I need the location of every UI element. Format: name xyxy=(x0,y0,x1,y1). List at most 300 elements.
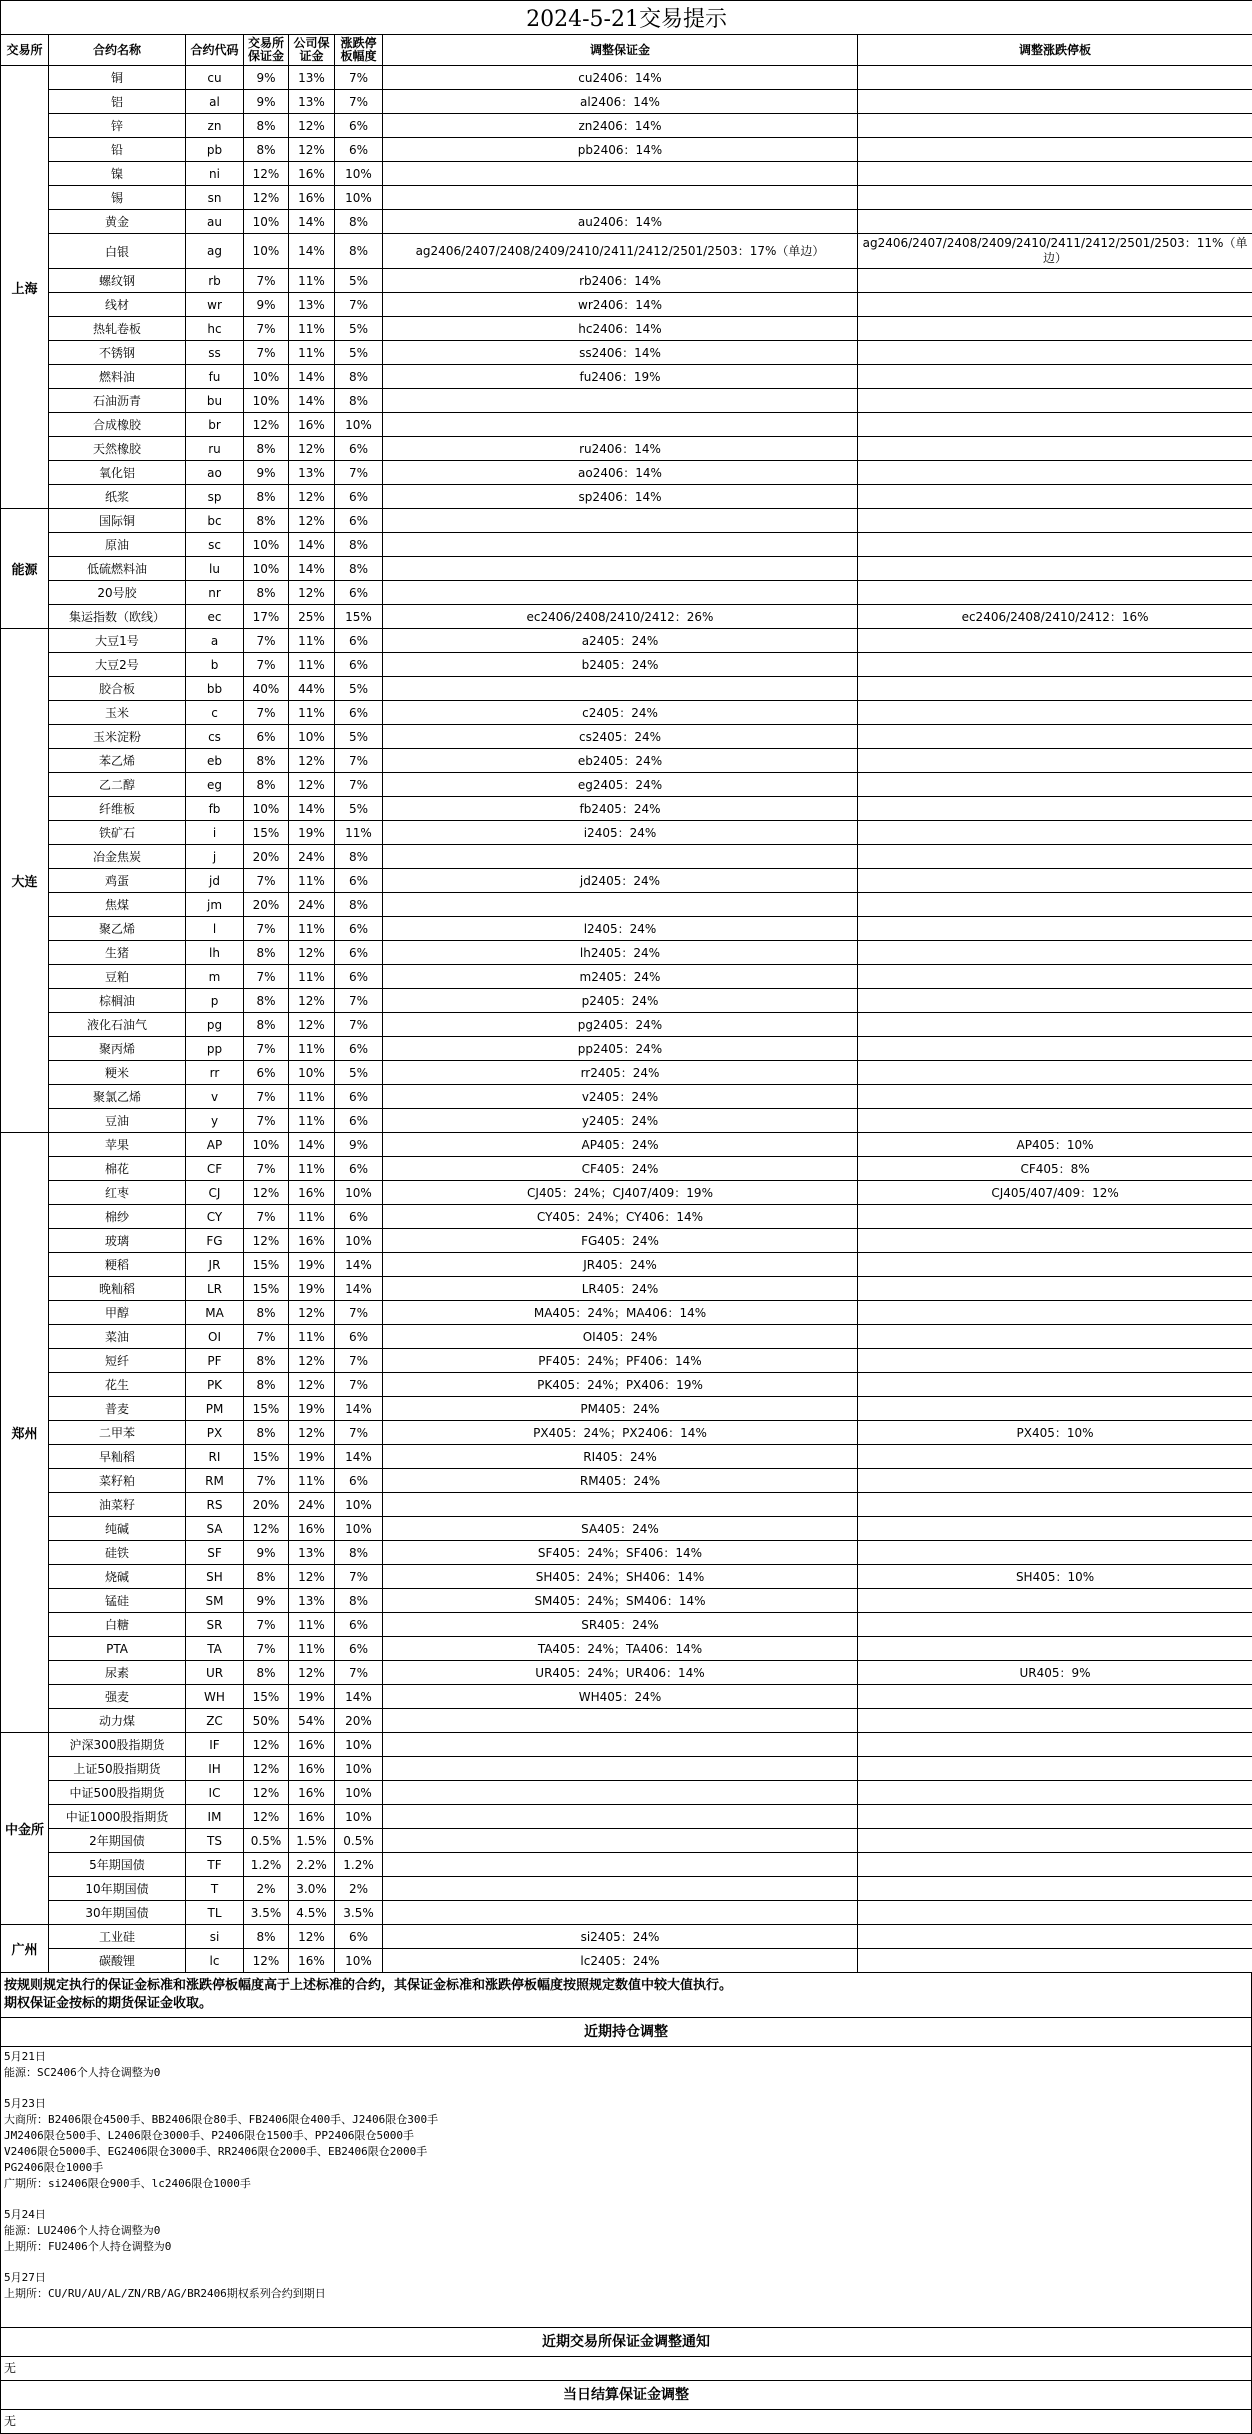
adjusted-limit-cell xyxy=(858,114,1252,138)
contract-code-cell: LR xyxy=(186,1277,244,1301)
company-margin-cell: 1.5% xyxy=(289,1829,335,1853)
price-limit-cell: 5% xyxy=(335,341,383,365)
adjusted-margin-cell: LR405：24% xyxy=(383,1277,858,1301)
table-row xyxy=(1,965,1252,989)
adjusted-limit-cell xyxy=(858,1085,1252,1109)
adjusted-margin-cell: AP405：24% xyxy=(383,1133,858,1157)
price-limit-cell: 5% xyxy=(335,677,383,701)
price-limit-cell: 8% xyxy=(335,1541,383,1565)
price-limit-cell: 3.5% xyxy=(335,1901,383,1925)
table-row xyxy=(1,1829,1252,1853)
company-margin-cell: 3.0% xyxy=(289,1877,335,1901)
exchange-margin-cell: 15% xyxy=(244,1445,289,1469)
price-limit-cell: 6% xyxy=(335,941,383,965)
company-margin-cell: 12% xyxy=(289,138,335,162)
price-limit-cell: 8% xyxy=(335,557,383,581)
price-limit-cell: 6% xyxy=(335,437,383,461)
contract-code-cell: IH xyxy=(186,1757,244,1781)
table-row xyxy=(1,1133,1252,1157)
contract-name-cell: 10年期国债 xyxy=(49,1877,186,1901)
adjusted-margin-cell: ag2406/2407/2408/2409/2410/2411/2412/2501/2503：17%（单边） xyxy=(383,234,858,269)
exchange-margin-cell: 10% xyxy=(244,533,289,557)
exchange-margin-cell: 9% xyxy=(244,1589,289,1613)
adjusted-limit-cell xyxy=(858,1733,1252,1757)
company-margin-cell: 13% xyxy=(289,90,335,114)
price-limit-cell: 6% xyxy=(335,485,383,509)
contract-name-cell: 石油沥青 xyxy=(49,389,186,413)
exchange-margin-cell: 12% xyxy=(244,1781,289,1805)
price-limit-cell: 5% xyxy=(335,725,383,749)
contract-name-cell: 红枣 xyxy=(49,1181,186,1205)
adjusted-limit-cell xyxy=(858,341,1252,365)
exchange-margin-cell: 20% xyxy=(244,845,289,869)
adjusted-margin-cell: cs2405：24% xyxy=(383,725,858,749)
contract-name-cell: 锌 xyxy=(49,114,186,138)
contract-name-cell: 燃料油 xyxy=(49,365,186,389)
adjusted-margin-cell: pp2405：24% xyxy=(383,1037,858,1061)
company-margin-cell: 25% xyxy=(289,605,335,629)
adjusted-margin-cell: MA405：24%；MA406：14% xyxy=(383,1301,858,1325)
table-row xyxy=(1,90,1252,114)
adjusted-margin-cell: eb2405：24% xyxy=(383,749,858,773)
company-margin-cell: 14% xyxy=(289,533,335,557)
header-exchange: 交易所 xyxy=(1,35,49,66)
table-row xyxy=(1,1109,1252,1133)
contract-name-cell: 晚籼稻 xyxy=(49,1277,186,1301)
contract-code-cell: lu xyxy=(186,557,244,581)
adjusted-margin-cell: ao2406：14% xyxy=(383,461,858,485)
price-limit-cell: 5% xyxy=(335,269,383,293)
contract-name-cell: 普麦 xyxy=(49,1397,186,1421)
adjusted-limit-cell xyxy=(858,389,1252,413)
exchange-margin-cell: 10% xyxy=(244,797,289,821)
company-margin-cell: 19% xyxy=(289,1685,335,1709)
contract-name-cell: 铅 xyxy=(49,138,186,162)
table-row xyxy=(1,557,1252,581)
exchange-margin-cell: 7% xyxy=(244,341,289,365)
exchange-margin-cell: 9% xyxy=(244,461,289,485)
contract-name-cell: 天然橡胶 xyxy=(49,437,186,461)
contract-name-cell: 螺纹钢 xyxy=(49,269,186,293)
exchange-margin-cell: 50% xyxy=(244,1709,289,1733)
price-limit-cell: 14% xyxy=(335,1445,383,1469)
adjusted-limit-cell xyxy=(858,1301,1252,1325)
contract-name-cell: 沪深300股指期货 xyxy=(49,1733,186,1757)
exchange-margin-cell: 20% xyxy=(244,893,289,917)
exchange-margin-cell: 3.5% xyxy=(244,1901,289,1925)
adjusted-margin-cell: c2405：24% xyxy=(383,701,858,725)
adjusted-limit-cell xyxy=(858,317,1252,341)
adjusted-limit-cell xyxy=(858,1541,1252,1565)
price-limit-cell: 6% xyxy=(335,1325,383,1349)
price-limit-cell: 5% xyxy=(335,797,383,821)
position-line: 广期所：si2406限仓900手、lc2406限仓1000手 xyxy=(4,2176,1248,2192)
price-limit-cell: 6% xyxy=(335,869,383,893)
company-margin-cell: 12% xyxy=(289,114,335,138)
table-row xyxy=(1,1253,1252,1277)
contract-code-cell: si xyxy=(186,1925,244,1949)
exchange-margin-cell: 7% xyxy=(244,1037,289,1061)
contract-code-cell: l xyxy=(186,917,244,941)
contract-name-cell: 聚丙烯 xyxy=(49,1037,186,1061)
table-row xyxy=(1,701,1252,725)
contract-name-cell: 合成橡胶 xyxy=(49,413,186,437)
adjusted-margin-cell xyxy=(383,1757,858,1781)
adjusted-limit-cell xyxy=(858,749,1252,773)
contract-code-cell: p xyxy=(186,989,244,1013)
contract-name-cell: 纤维板 xyxy=(49,797,186,821)
adjusted-limit-cell xyxy=(858,1853,1252,1877)
exchange-margin-cell: 7% xyxy=(244,701,289,725)
price-limit-cell: 8% xyxy=(335,845,383,869)
exchange-margin-cell: 8% xyxy=(244,941,289,965)
table-row xyxy=(1,1853,1252,1877)
adjusted-margin-cell xyxy=(383,186,858,210)
adjusted-limit-cell xyxy=(858,1949,1252,1973)
adjusted-limit-cell xyxy=(858,509,1252,533)
table-row xyxy=(1,66,1252,90)
exchange-name-cell: 大连 xyxy=(1,629,49,1133)
company-margin-cell: 11% xyxy=(289,1109,335,1133)
contract-name-cell: 5年期国债 xyxy=(49,1853,186,1877)
exchange-margin-cell: 8% xyxy=(244,114,289,138)
table-row xyxy=(1,1181,1252,1205)
adjusted-limit-cell xyxy=(858,461,1252,485)
contract-name-cell: 国际铜 xyxy=(49,509,186,533)
adjusted-limit-cell xyxy=(858,1805,1252,1829)
company-margin-cell: 13% xyxy=(289,293,335,317)
adjusted-margin-cell xyxy=(383,1733,858,1757)
exchange-name-cell: 能源 xyxy=(1,509,49,629)
contract-code-cell: ru xyxy=(186,437,244,461)
settlement-margin-title: 当日结算保证金调整 xyxy=(1,2381,1251,2410)
price-limit-cell: 10% xyxy=(335,1757,383,1781)
price-limit-cell: 6% xyxy=(335,965,383,989)
exchange-margin-cell: 15% xyxy=(244,1253,289,1277)
price-limit-cell: 6% xyxy=(335,138,383,162)
price-limit-cell: 6% xyxy=(335,1637,383,1661)
rules-note-line-2: 期权保证金按标的期货保证金收取。 xyxy=(4,1995,1248,2013)
price-limit-cell: 8% xyxy=(335,234,383,269)
price-limit-cell: 7% xyxy=(335,1565,383,1589)
table-row xyxy=(1,1733,1252,1757)
table-row xyxy=(1,1925,1252,1949)
contract-name-cell: 二甲苯 xyxy=(49,1421,186,1445)
adjusted-margin-cell: si2405：24% xyxy=(383,1925,858,1949)
contract-code-cell: cs xyxy=(186,725,244,749)
contract-code-cell: RM xyxy=(186,1469,244,1493)
contract-name-cell: 硅铁 xyxy=(49,1541,186,1565)
contract-code-cell: j xyxy=(186,845,244,869)
adjusted-limit-cell xyxy=(858,1397,1252,1421)
exchange-margin-cell: 8% xyxy=(244,1661,289,1685)
exchange-name-cell: 郑州 xyxy=(1,1133,49,1733)
adjusted-limit-cell xyxy=(858,269,1252,293)
exchange-margin-cell: 8% xyxy=(244,773,289,797)
table-row xyxy=(1,941,1252,965)
price-limit-cell: 7% xyxy=(335,1373,383,1397)
contract-code-cell: UR xyxy=(186,1661,244,1685)
price-limit-cell: 10% xyxy=(335,186,383,210)
price-limit-cell: 8% xyxy=(335,210,383,234)
exchange-margin-cell: 8% xyxy=(244,581,289,605)
price-limit-cell: 8% xyxy=(335,1589,383,1613)
contract-name-cell: 纯碱 xyxy=(49,1517,186,1541)
contract-name-cell: 菜油 xyxy=(49,1325,186,1349)
position-line: 能源：SC2406个人持仓调整为0 xyxy=(4,2065,1248,2081)
adjusted-margin-cell: sp2406：14% xyxy=(383,485,858,509)
adjusted-margin-cell xyxy=(383,1877,858,1901)
exchange-margin-cell: 12% xyxy=(244,1229,289,1253)
exchange-margin-cell: 8% xyxy=(244,1421,289,1445)
adjusted-limit-cell xyxy=(858,1517,1252,1541)
company-margin-cell: 12% xyxy=(289,509,335,533)
rules-note-line-1: 按规则规定执行的保证金标准和涨跌停板幅度高于上述标准的合约，其保证金标准和涨跌停板幅度按照规定数值中较大值执行。 xyxy=(4,1977,1248,1995)
exchange-margin-cell: 9% xyxy=(244,90,289,114)
adjusted-margin-cell: ec2406/2408/2410/2412：26% xyxy=(383,605,858,629)
position-line: JM2406限仓500手、L2406限仓3000手、P2406限仓1500手、PP2406限仓5000手 xyxy=(4,2128,1248,2144)
company-margin-cell: 19% xyxy=(289,1253,335,1277)
table-row xyxy=(1,1445,1252,1469)
adjusted-margin-cell xyxy=(383,1493,858,1517)
exchange-margin-cell: 15% xyxy=(244,821,289,845)
adjusted-limit-cell: SH405：10% xyxy=(858,1565,1252,1589)
table-row xyxy=(1,533,1252,557)
company-margin-cell: 12% xyxy=(289,485,335,509)
contract-code-cell: br xyxy=(186,413,244,437)
adjusted-margin-cell: ss2406：14% xyxy=(383,341,858,365)
position-adjustment-title: 近期持仓调整 xyxy=(1,2017,1251,2047)
contract-code-cell: lc xyxy=(186,1949,244,1973)
company-margin-cell: 12% xyxy=(289,749,335,773)
company-margin-cell: 12% xyxy=(289,1925,335,1949)
adjusted-margin-cell xyxy=(383,845,858,869)
adjusted-margin-cell: rb2406：14% xyxy=(383,269,858,293)
contract-name-cell: 棕榈油 xyxy=(49,989,186,1013)
contract-name-cell: 胶合板 xyxy=(49,677,186,701)
adjusted-margin-cell: au2406：14% xyxy=(383,210,858,234)
position-date: 5月27日 xyxy=(4,2270,1248,2286)
exchange-margin-cell: 8% xyxy=(244,485,289,509)
table-row xyxy=(1,1517,1252,1541)
contract-code-cell: eb xyxy=(186,749,244,773)
position-line: PG2406限仓1000手 xyxy=(4,2160,1248,2176)
adjusted-margin-cell: y2405：24% xyxy=(383,1109,858,1133)
company-margin-cell: 12% xyxy=(289,1349,335,1373)
page-title: 2024-5-21交易提示 xyxy=(1,1,1252,35)
contract-code-cell: wr xyxy=(186,293,244,317)
contract-name-cell: 乙二醇 xyxy=(49,773,186,797)
adjusted-limit-cell xyxy=(858,533,1252,557)
company-margin-cell: 44% xyxy=(289,677,335,701)
contract-code-cell: AP xyxy=(186,1133,244,1157)
table-row xyxy=(1,1061,1252,1085)
price-limit-cell: 7% xyxy=(335,1301,383,1325)
contract-name-cell: 镍 xyxy=(49,162,186,186)
price-limit-cell: 10% xyxy=(335,413,383,437)
price-limit-cell: 1.2% xyxy=(335,1853,383,1877)
exchange-margin-cell: 12% xyxy=(244,1949,289,1973)
exchange-margin-cell: 6% xyxy=(244,725,289,749)
company-margin-cell: 16% xyxy=(289,1949,335,1973)
adjusted-margin-cell xyxy=(383,1781,858,1805)
adjusted-margin-cell: ru2406：14% xyxy=(383,437,858,461)
contract-name-cell: 玉米淀粉 xyxy=(49,725,186,749)
adjusted-limit-cell xyxy=(858,1781,1252,1805)
company-margin-cell: 19% xyxy=(289,1277,335,1301)
header-contract-code: 合约代码 xyxy=(186,35,244,66)
settlement-margin-value: 无 xyxy=(1,2410,1251,2433)
adjusted-limit-cell xyxy=(858,1229,1252,1253)
exchange-margin-cell: 8% xyxy=(244,749,289,773)
adjusted-limit-cell xyxy=(858,138,1252,162)
table-row xyxy=(1,317,1252,341)
adjusted-margin-cell: CF405：24% xyxy=(383,1157,858,1181)
adjusted-limit-cell: PX405：10% xyxy=(858,1421,1252,1445)
contract-code-cell: SA xyxy=(186,1517,244,1541)
exchange-margin-cell: 10% xyxy=(244,365,289,389)
exchange-margin-cell: 20% xyxy=(244,1493,289,1517)
contract-code-cell: ec xyxy=(186,605,244,629)
adjusted-margin-cell: hc2406：14% xyxy=(383,317,858,341)
company-margin-cell: 16% xyxy=(289,1517,335,1541)
adjusted-margin-cell: PK405：24%；PX406：19% xyxy=(383,1373,858,1397)
company-margin-cell: 13% xyxy=(289,1541,335,1565)
table-row xyxy=(1,725,1252,749)
contract-code-cell: ZC xyxy=(186,1709,244,1733)
adjusted-limit-cell xyxy=(858,293,1252,317)
contract-code-cell: RI xyxy=(186,1445,244,1469)
contract-code-cell: T xyxy=(186,1877,244,1901)
price-limit-cell: 10% xyxy=(335,1229,383,1253)
adjusted-limit-cell xyxy=(858,1877,1252,1901)
adjusted-margin-cell: RM405：24% xyxy=(383,1469,858,1493)
contract-code-cell: zn xyxy=(186,114,244,138)
table-row xyxy=(1,293,1252,317)
company-margin-cell: 14% xyxy=(289,557,335,581)
company-margin-cell: 12% xyxy=(289,1013,335,1037)
company-margin-cell: 12% xyxy=(289,1301,335,1325)
adjusted-limit-cell: UR405：9% xyxy=(858,1661,1252,1685)
exchange-margin-cell: 9% xyxy=(244,1541,289,1565)
contract-name-cell: 菜籽粕 xyxy=(49,1469,186,1493)
exchange-margin-cell: 8% xyxy=(244,1373,289,1397)
price-limit-cell: 8% xyxy=(335,389,383,413)
price-limit-cell: 6% xyxy=(335,1109,383,1133)
price-limit-cell: 8% xyxy=(335,893,383,917)
adjusted-margin-cell: lh2405：24% xyxy=(383,941,858,965)
adjusted-margin-cell: fb2405：24% xyxy=(383,797,858,821)
contract-name-cell: 大豆1号 xyxy=(49,629,186,653)
company-margin-cell: 2.2% xyxy=(289,1853,335,1877)
adjusted-limit-cell xyxy=(858,893,1252,917)
adjusted-margin-cell xyxy=(383,1901,858,1925)
adjusted-margin-cell: l2405：24% xyxy=(383,917,858,941)
price-limit-cell: 14% xyxy=(335,1277,383,1301)
table-row xyxy=(1,1637,1252,1661)
table-row xyxy=(1,186,1252,210)
price-limit-cell: 7% xyxy=(335,1661,383,1685)
adjusted-margin-cell: PM405：24% xyxy=(383,1397,858,1421)
adjusted-limit-cell xyxy=(858,66,1252,90)
price-limit-cell: 15% xyxy=(335,605,383,629)
company-margin-cell: 11% xyxy=(289,629,335,653)
table-row xyxy=(1,1541,1252,1565)
contract-code-cell: PK xyxy=(186,1373,244,1397)
company-margin-cell: 19% xyxy=(289,1445,335,1469)
adjusted-limit-cell xyxy=(858,629,1252,653)
price-limit-cell: 10% xyxy=(335,1949,383,1973)
price-limit-cell: 2% xyxy=(335,1877,383,1901)
contract-name-cell: 氧化铝 xyxy=(49,461,186,485)
contract-code-cell: PF xyxy=(186,1349,244,1373)
adjusted-limit-cell xyxy=(858,1325,1252,1349)
contract-code-cell: rr xyxy=(186,1061,244,1085)
exchange-margin-cell: 7% xyxy=(244,653,289,677)
adjusted-margin-cell: PF405：24%；PF406：14% xyxy=(383,1349,858,1373)
table-row xyxy=(1,605,1252,629)
contract-code-cell: ag xyxy=(186,234,244,269)
exchange-margin-cell: 8% xyxy=(244,1013,289,1037)
contract-code-cell: fb xyxy=(186,797,244,821)
contract-code-cell: SM xyxy=(186,1589,244,1613)
exchange-margin-cell: 7% xyxy=(244,1109,289,1133)
company-margin-cell: 11% xyxy=(289,1637,335,1661)
table-row xyxy=(1,1661,1252,1685)
price-limit-cell: 7% xyxy=(335,773,383,797)
position-adjustment-body xyxy=(1,2047,1251,2327)
company-margin-cell: 4.5% xyxy=(289,1901,335,1925)
table-row xyxy=(1,1757,1252,1781)
contract-name-cell: 甲醇 xyxy=(49,1301,186,1325)
price-limit-cell: 10% xyxy=(335,1493,383,1517)
adjusted-margin-cell xyxy=(383,509,858,533)
adjusted-limit-cell xyxy=(858,581,1252,605)
position-date: 5月24日 xyxy=(4,2207,1248,2223)
adjusted-margin-cell xyxy=(383,389,858,413)
company-margin-cell: 14% xyxy=(289,797,335,821)
price-limit-cell: 6% xyxy=(335,1037,383,1061)
contract-code-cell: TF xyxy=(186,1853,244,1877)
exchange-margin-cell: 7% xyxy=(244,1085,289,1109)
price-limit-cell: 7% xyxy=(335,1349,383,1373)
adjusted-margin-cell: eg2405：24% xyxy=(383,773,858,797)
adjusted-margin-cell: FG405：24% xyxy=(383,1229,858,1253)
header-adjusted-margin: 调整保证金 xyxy=(383,35,858,66)
exchange-name-cell: 上海 xyxy=(1,66,49,509)
company-margin-cell: 12% xyxy=(289,1661,335,1685)
table-row xyxy=(1,893,1252,917)
adjusted-margin-cell xyxy=(383,413,858,437)
contract-code-cell: jm xyxy=(186,893,244,917)
company-margin-cell: 11% xyxy=(289,965,335,989)
exchange-name-cell: 中金所 xyxy=(1,1733,49,1925)
contract-name-cell: 粳稻 xyxy=(49,1253,186,1277)
contract-name-cell: 冶金焦炭 xyxy=(49,845,186,869)
contract-code-cell: ss xyxy=(186,341,244,365)
price-limit-cell: 7% xyxy=(335,90,383,114)
table-row xyxy=(1,845,1252,869)
adjusted-margin-cell xyxy=(383,1805,858,1829)
table-row xyxy=(1,1589,1252,1613)
exchange-margin-cell: 8% xyxy=(244,138,289,162)
contract-code-cell: a xyxy=(186,629,244,653)
table-row xyxy=(1,1613,1252,1637)
exchange-margin-cell: 7% xyxy=(244,965,289,989)
contract-name-cell: 鸡蛋 xyxy=(49,869,186,893)
contract-code-cell: bu xyxy=(186,389,244,413)
header-contract-name: 合约名称 xyxy=(49,35,186,66)
